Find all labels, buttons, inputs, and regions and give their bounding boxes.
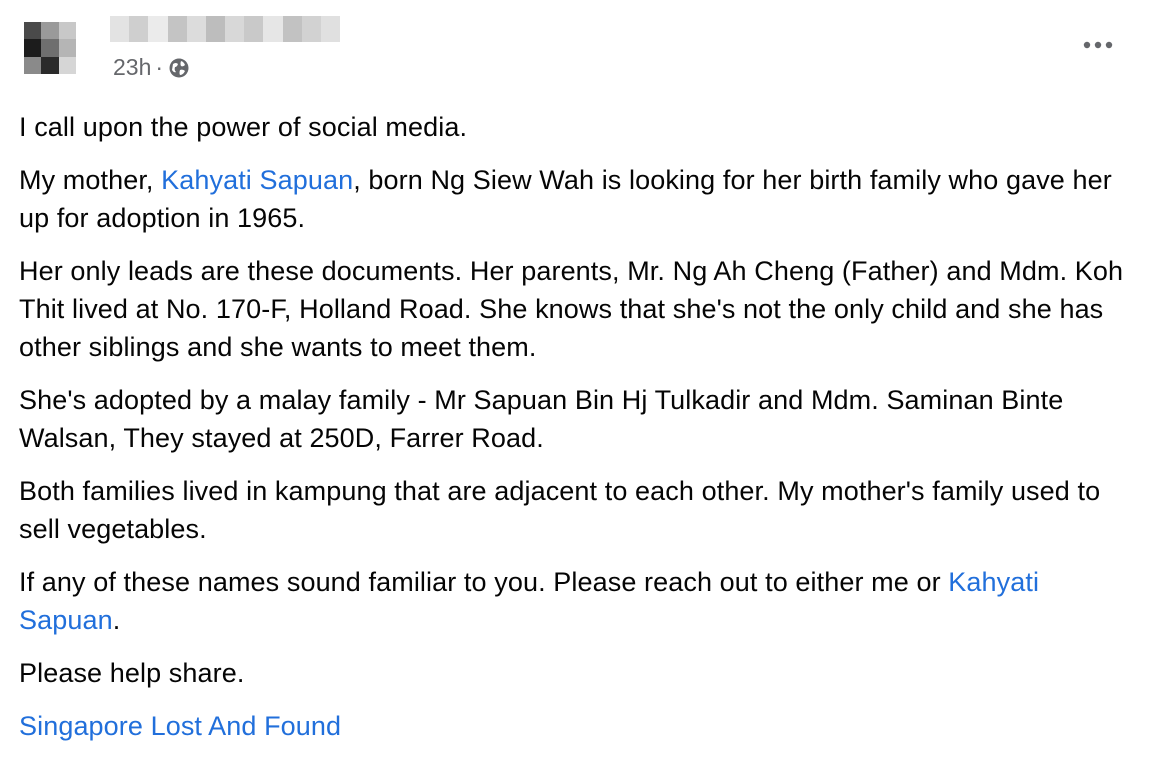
avatar[interactable] — [24, 22, 76, 74]
paragraph-1 — [19, 108, 1134, 146]
paragraph-5 — [19, 472, 1134, 548]
paragraph-7-text: Please help share. — [19, 658, 245, 688]
paragraph-1-text: I call upon the power of social media. — [19, 112, 468, 142]
mention-kahyati-sapuan-2[interactable]: Kahyati Sapuan — [19, 567, 1040, 635]
paragraph-3-text: Her only leads are these documents. Her parents, Mr. Ng Ah Cheng (Father) and Mdm. Koh Thit lived at No. 170-F, Holland Road. She knows that she's not the only child and she has other siblings and she wants to meet them. — [19, 256, 1124, 362]
paragraph-6-text-end: . — [112, 605, 121, 635]
paragraph-8 — [19, 707, 1134, 745]
paragraph-5-text: Both families lived in kampung that are adjacent to each other. My mother's family used to sell vegetables. — [19, 476, 1101, 544]
paragraph-4-text: She's adopted by a malay family - Mr Sapuan Bin Hj Tulkadir and Mdm. Saminan Binte Walsan, They stayed at 250D, Farrer Road. — [19, 385, 1064, 453]
more-options-button[interactable] — [1078, 30, 1118, 60]
timestamp[interactable]: 23h — [113, 54, 152, 80]
paragraph-4 — [19, 381, 1134, 457]
paragraph-6-text-start: If any of these names sound familiar to you. Please reach out to either me or — [19, 567, 949, 597]
mention-kahyati-sapuan[interactable]: Kahyati Sapuan — [161, 165, 354, 195]
post-text — [19, 108, 1134, 760]
post-meta — [113, 54, 190, 81]
paragraph-3 — [19, 252, 1134, 366]
paragraph-6 — [19, 563, 1134, 639]
author-name-redacted[interactable] — [110, 16, 340, 42]
more-horizontal-icon — [1080, 40, 1116, 50]
paragraph-2-text-end: , born Ng Siew Wah is looking for her birth family who gave her up for adoption in 1965. — [19, 165, 1112, 233]
paragraph-2 — [19, 161, 1134, 237]
paragraph-7 — [19, 654, 1134, 692]
globe-icon[interactable] — [168, 57, 190, 79]
meta-separator: · — [155, 54, 164, 80]
group-link-singapore-lost-and-found[interactable]: Singapore Lost And Found — [19, 711, 342, 741]
paragraph-2-text-start: My mother, — [19, 165, 162, 195]
